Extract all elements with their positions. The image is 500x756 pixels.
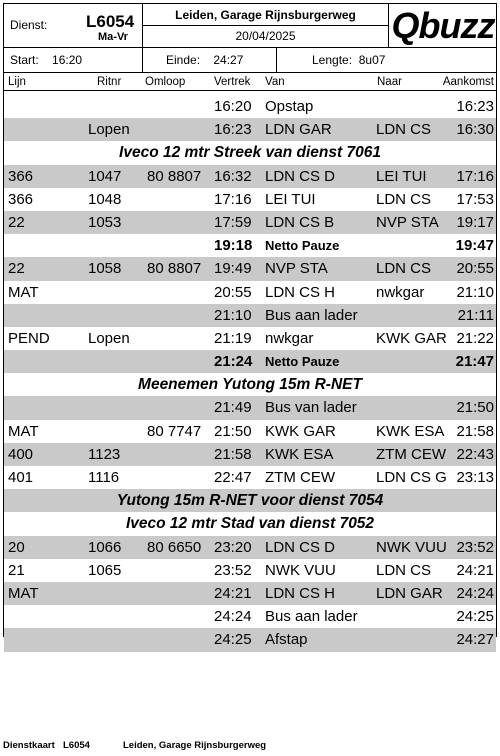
cell-ritnr: 1053: [88, 213, 122, 231]
cell-vertrek: 16:23: [214, 121, 252, 139]
col-naar: Naar: [377, 76, 402, 88]
cell-lijn: 20: [8, 538, 25, 556]
cell-vertrek: 24:25: [214, 631, 252, 649]
cell-van: Afstap: [265, 631, 308, 649]
cell-lijn: 366: [8, 190, 34, 208]
trip-row: [4, 536, 496, 559]
cell-ritnr: Lopen: [88, 121, 130, 139]
cell-aankomst: 17:53: [456, 190, 494, 208]
section-text: Meenemen Yutong 15m R-NET: [138, 376, 362, 394]
trip-row: [4, 188, 496, 211]
cell-vertrek: 21:24: [214, 353, 253, 371]
cell-aankomst: 24:24: [456, 584, 494, 602]
trip-row: [4, 281, 496, 304]
cell-lijn: PEND: [8, 329, 50, 347]
trip-row: [4, 628, 496, 651]
cell-vertrek: 23:20: [214, 538, 252, 556]
cell-lijn: 401: [8, 469, 34, 486]
cell-naar: LDN CS: [376, 121, 432, 139]
garage-name: Leiden, Garage Rijnsburgerweg: [143, 4, 388, 26]
trip-row: [4, 165, 496, 188]
end-label: Einde:: [166, 53, 201, 67]
end-time: [166, 48, 243, 72]
section-text: Iveco 12 mtr Stad van dienst 7052: [125, 515, 375, 533]
duration-label: Lengte:: [312, 53, 353, 67]
cell-van: LDN CS H: [265, 283, 336, 301]
cell-aankomst: 21:10: [456, 283, 494, 301]
cell-lijn: MAT: [8, 283, 39, 301]
cell-van: Bus aan lader: [265, 306, 358, 324]
col-lijn: Lijn: [8, 76, 26, 88]
cell-naar: LEI TUI: [376, 167, 427, 185]
cell-aankomst: 24:27: [456, 631, 494, 649]
footer-garage: Leiden, Garage Rijnsburgerweg: [123, 740, 267, 751]
cell-lijn: 400: [8, 445, 34, 463]
start-label: Start:: [10, 53, 39, 67]
cell-van: Bus van lader: [265, 399, 357, 417]
col-omloop: Omloop: [145, 76, 186, 88]
cell-van: NVP STA: [265, 260, 328, 278]
cell-naar: LDN CS G: [376, 469, 447, 486]
cell-ritnr: Lopen: [88, 329, 130, 347]
cell-vertrek: 16:32: [214, 167, 252, 185]
cell-van: LDN CS H: [265, 584, 336, 602]
cell-aankomst: 19:17: [456, 213, 494, 231]
divider: [142, 48, 143, 72]
service-date: 20/04/2025: [235, 29, 296, 43]
cell-vertrek: 17:59: [214, 213, 252, 231]
start-value: 16:20: [52, 53, 83, 67]
duration-value: 8u07: [358, 53, 386, 67]
cell-aankomst: 16:23: [456, 98, 494, 115]
cell-vertrek: 21:58: [214, 445, 252, 463]
cell-aankomst: 23:13: [456, 469, 494, 486]
section-row: [4, 489, 496, 512]
cell-aankomst: 24:21: [456, 561, 494, 579]
trip-row: [4, 582, 496, 605]
cell-naar: KWK ESA: [376, 422, 445, 440]
cell-vertrek: 19:18: [214, 237, 253, 255]
cell-vertrek: 21:49: [214, 399, 252, 417]
column-header: [4, 73, 496, 91]
divider: [276, 48, 277, 72]
cell-ritnr: 1116: [88, 469, 120, 486]
cell-van: LEI TUI: [265, 190, 316, 208]
cell-aankomst: 17:16: [456, 167, 494, 185]
cell-ritnr: 1058: [88, 260, 122, 278]
footer-dienst: L6054: [63, 740, 90, 751]
service-days: Ma-Vr: [98, 31, 128, 43]
header-times: [4, 48, 496, 72]
section-text: Iveco 12 mtr Streek van dienst 7061: [119, 144, 381, 162]
cell-vertrek: 24:21: [214, 584, 252, 602]
duty-card: [3, 3, 497, 649]
cell-ritnr: 1047: [88, 167, 122, 185]
cell-vertrek: 24:24: [214, 608, 252, 626]
cell-van: LDN CS D: [265, 538, 336, 556]
cell-vertrek: 22:47: [214, 469, 252, 486]
cell-van: ZTM CEW: [265, 469, 335, 486]
trip-row: [4, 443, 496, 466]
cell-naar: NVP STA: [376, 213, 439, 231]
cell-naar: nwkgar: [376, 283, 425, 301]
cell-naar: ZTM CEW: [376, 445, 446, 463]
trip-row: [4, 118, 496, 141]
cell-aankomst: 21:47: [455, 353, 494, 371]
cell-van: NWK VUU: [265, 561, 336, 579]
trip-row: [4, 327, 496, 350]
cell-vertrek: 16:20: [214, 98, 252, 115]
cell-van: Bus aan lader: [265, 608, 358, 626]
col-vertrek: Vertrek: [214, 76, 251, 88]
trip-row: [4, 466, 496, 489]
section-row: [4, 512, 496, 535]
start-time: [10, 48, 82, 72]
section-text: Yutong 15m R-NET voor dienst 7054: [116, 492, 384, 510]
cell-vertrek: 17:16: [214, 190, 252, 208]
cell-van: KWK GAR: [265, 422, 336, 440]
cell-vertrek: 21:10: [214, 306, 252, 324]
header-top: [4, 4, 496, 47]
trip-row: [4, 211, 496, 234]
cell-lijn: MAT: [8, 584, 39, 602]
cell-naar: LDN CS: [376, 561, 432, 579]
col-van: Van: [265, 76, 285, 88]
end-value: 24:27: [213, 53, 244, 67]
col-aankomst: Aankomst: [442, 76, 494, 88]
cell-vertrek: 20:55: [214, 283, 252, 301]
cell-naar: LDN CS: [376, 190, 432, 208]
schedule-rows: [4, 95, 496, 652]
pause-row: [4, 350, 496, 373]
footer-label: Dienstkaart: [3, 740, 55, 751]
cell-van: LDN GAR: [265, 121, 332, 139]
cell-omloop: 80 8807: [147, 167, 202, 185]
cell-van: Netto Pauze: [265, 354, 340, 370]
cell-omloop: 80 8807: [147, 260, 202, 278]
trip-row: [4, 605, 496, 628]
cell-lijn: 22: [8, 260, 25, 278]
trip-row: [4, 420, 496, 443]
trip-row: [4, 257, 496, 280]
trip-row: [4, 559, 496, 582]
cell-ritnr: 1066: [88, 538, 122, 556]
cell-van: KWK ESA: [265, 445, 334, 463]
dienst-number: L6054: [86, 12, 135, 31]
trip-row: [4, 95, 496, 118]
cell-aankomst: 19:47: [455, 237, 494, 255]
cell-aankomst: 21:22: [456, 329, 494, 347]
cell-aankomst: 24:25: [456, 608, 494, 626]
cell-van: Opstap: [265, 98, 314, 115]
cell-ritnr: 1048: [88, 190, 122, 208]
cell-naar: NWK VUU: [376, 538, 447, 556]
cell-lijn: 21: [8, 561, 25, 579]
cell-vertrek: 21:19: [214, 329, 252, 347]
cell-naar: KWK GAR: [376, 329, 447, 347]
trip-row: [4, 304, 496, 327]
cell-omloop: 80 7747: [147, 422, 202, 440]
cell-aankomst: 21:11: [457, 306, 494, 324]
section-row: [4, 141, 496, 164]
duration: [312, 48, 385, 72]
cell-naar: LDN GAR: [376, 584, 443, 602]
cell-aankomst: 20:55: [456, 260, 494, 278]
cell-ritnr: 1065: [88, 561, 122, 579]
cell-aankomst: 22:43: [456, 445, 494, 463]
cell-aankomst: 21:50: [456, 399, 494, 417]
cell-vertrek: 23:52: [214, 561, 252, 579]
cell-omloop: 80 6650: [147, 538, 202, 556]
cell-vertrek: 21:50: [214, 422, 252, 440]
cell-aankomst: 23:52: [456, 538, 494, 556]
col-ritnr: Ritnr: [97, 76, 122, 88]
cell-vertrek: 19:49: [214, 260, 252, 278]
cell-van: LDN CS B: [265, 213, 335, 231]
cell-lijn: MAT: [8, 422, 39, 440]
cell-van: Netto Pauze: [265, 238, 340, 254]
cell-lijn: 366: [8, 167, 34, 185]
trip-row: [4, 396, 496, 419]
dienst-label: Dienst:: [10, 18, 48, 32]
cell-aankomst: 16:30: [456, 121, 494, 139]
cell-van: nwkgar: [265, 329, 314, 347]
cell-naar: LDN CS: [376, 260, 432, 278]
cell-ritnr: 1123: [88, 445, 121, 463]
cell-van: LDN CS D: [265, 167, 336, 185]
pause-row: [4, 234, 496, 257]
cell-lijn: 22: [8, 213, 25, 231]
cell-aankomst: 21:58: [456, 422, 494, 440]
section-row: [4, 373, 496, 396]
qbuzz-logo: Qbuzz: [391, 5, 495, 46]
